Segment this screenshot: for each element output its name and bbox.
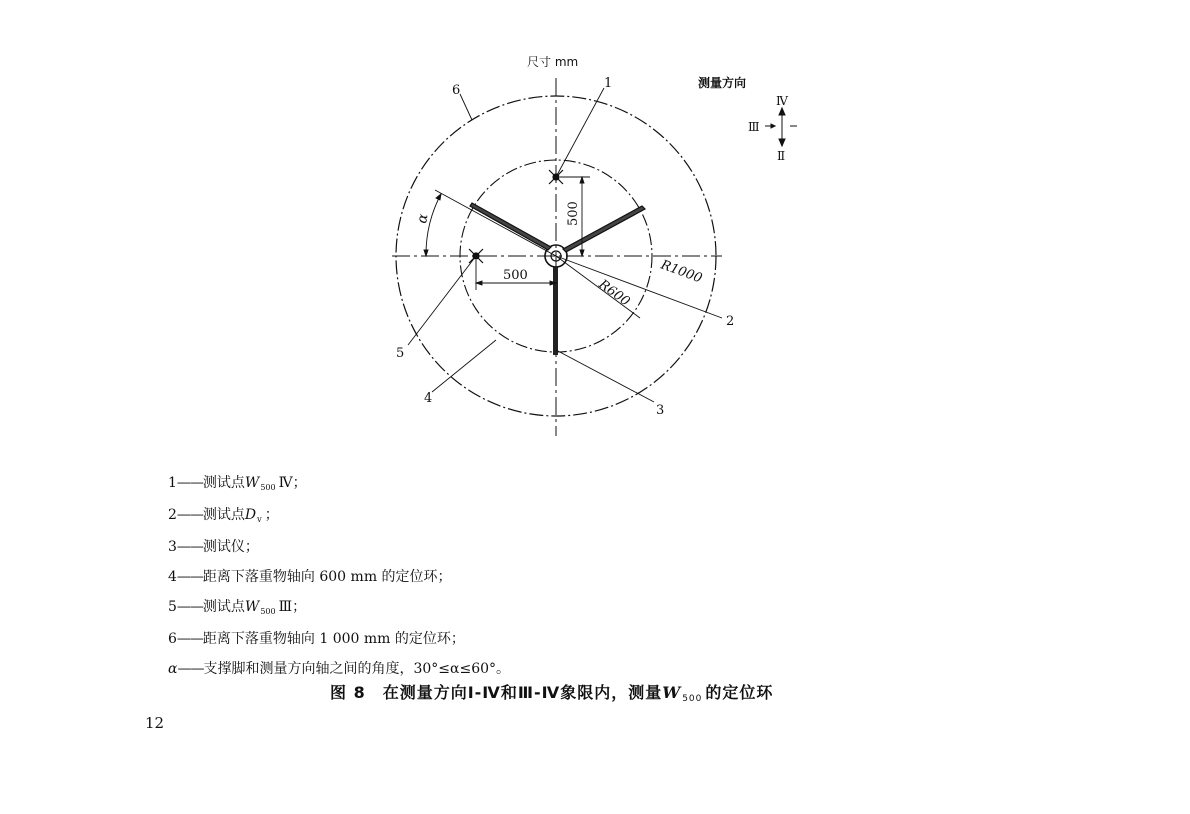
angle-alpha xyxy=(424,190,556,256)
direction-label-iv: Ⅳ xyxy=(776,94,788,108)
radius-r1000-line xyxy=(556,256,722,318)
page-number: 12 xyxy=(145,714,165,732)
legend-num: 4 xyxy=(168,569,177,585)
legend-text: 距离下落重物轴向 1 000 mm 的定位环； xyxy=(202,631,465,647)
legend-num: 1 xyxy=(168,475,177,491)
legend-dash: —— xyxy=(176,475,203,491)
figure-caption xyxy=(330,680,773,703)
legend-row xyxy=(168,532,510,562)
legend-num: α xyxy=(168,661,178,677)
direction-title: 测量方向 xyxy=(698,76,747,90)
legend-row xyxy=(168,592,510,624)
legend-dash: —— xyxy=(176,599,203,615)
callout-2: 2 xyxy=(726,314,735,329)
caption-suffix: 的定位环 xyxy=(705,683,774,702)
callout-5: 5 xyxy=(396,346,405,361)
legend-num: 6 xyxy=(168,631,177,647)
legend-symbol: W xyxy=(244,599,260,615)
legend-subscript: 500 xyxy=(260,607,276,616)
callout-3: 3 xyxy=(656,403,665,418)
caption-symbol: W xyxy=(662,683,682,702)
legend-dash: —— xyxy=(176,507,203,523)
legend-row xyxy=(168,624,510,654)
legend-subscript: 500 xyxy=(260,483,276,492)
callout-4: 4 xyxy=(424,391,433,406)
caption-subscript: 500 xyxy=(682,694,703,704)
legend-text: 距离下落重物轴向 600 mm 的定位环； xyxy=(202,569,452,585)
legend-dash: —— xyxy=(176,631,203,647)
legend-tail: ； xyxy=(264,507,279,523)
legend xyxy=(168,468,510,684)
legend-text: 测试点 xyxy=(202,599,245,615)
legend-num: 2 xyxy=(168,507,177,523)
legend-subscript: v xyxy=(257,515,262,524)
legend-num: 5 xyxy=(168,599,177,615)
legend-text: 测试仪； xyxy=(202,539,259,555)
legend-dash: —— xyxy=(177,661,204,677)
direction-label-iii: Ⅲ xyxy=(748,120,760,134)
callout-leaders xyxy=(408,88,654,402)
unit-label: 尺寸 mm xyxy=(527,55,579,69)
callout-1: 1 xyxy=(604,76,613,91)
legend-symbol: D xyxy=(244,507,257,523)
legend-text: 测试点 xyxy=(202,475,245,491)
legend-dash: —— xyxy=(176,569,203,585)
caption-prefix: 图 8 在测量方向Ⅰ-Ⅳ和Ⅲ-Ⅳ象限内，测量 xyxy=(330,683,663,702)
legend-tail: Ⅲ； xyxy=(278,599,307,615)
direction-label-ii: Ⅱ xyxy=(777,149,786,163)
legend-row xyxy=(168,468,510,500)
dim-horizontal-label: 500 xyxy=(503,268,528,283)
legend-row xyxy=(168,500,510,532)
legend-row xyxy=(168,562,510,592)
legend-dash: —— xyxy=(176,539,203,555)
dim-vertical-label: 500 xyxy=(566,201,581,226)
radius-r1000-label: R1000 xyxy=(658,257,705,287)
callout-6: 6 xyxy=(452,83,461,98)
legend-text: 测试点 xyxy=(202,507,245,523)
legend-text: 支撑脚和测量方向轴之间的角度，30°≤α≤60°。 xyxy=(203,661,511,677)
legend-num: 3 xyxy=(168,539,177,555)
radius-r600-label: R600 xyxy=(595,277,633,310)
legend-tail: Ⅳ； xyxy=(278,475,307,491)
direction-arrows xyxy=(765,108,797,146)
legend-symbol: W xyxy=(244,475,260,491)
angle-label: α xyxy=(414,212,432,225)
